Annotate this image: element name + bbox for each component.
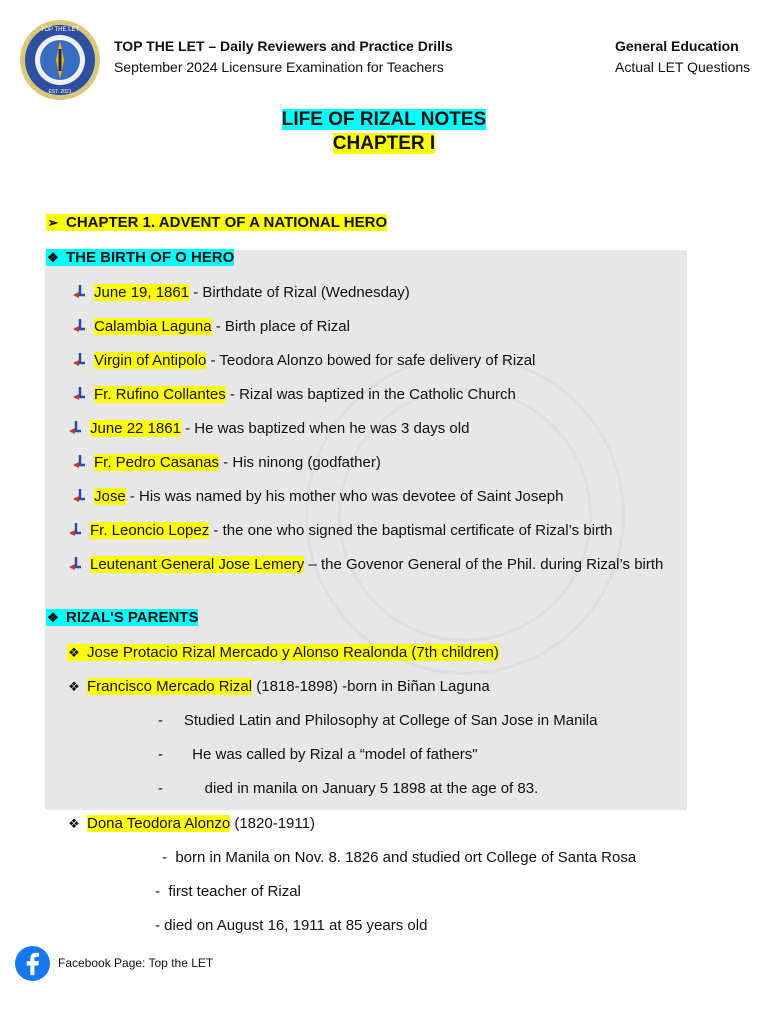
birth-item — [73, 453, 381, 473]
pointer-bullet-icon — [69, 523, 83, 537]
father-entry — [67, 677, 490, 697]
birth-term: Fr. Rufino Collantes — [94, 386, 226, 403]
mother-note: - first teacher of Rizal — [155, 883, 301, 900]
chapter-heading — [46, 213, 387, 233]
pointer-bullet-icon — [73, 319, 87, 333]
birth-desc: - He was baptized when he was 3 days old — [180, 420, 470, 437]
birth-item — [73, 351, 535, 371]
diamond-bullet-icon: ❖ — [47, 610, 59, 625]
birth-item — [73, 317, 350, 337]
mother-name: Dona Teodora Alonzo — [87, 815, 231, 832]
pointer-bullet-icon — [73, 387, 87, 401]
birth-heading-text: THE BIRTH OF O HERO — [66, 249, 235, 266]
father-note: - Studied Latin and Philosophy at College of San Jose in Manila — [158, 712, 598, 729]
birth-item — [73, 487, 563, 507]
birth-term: Virgin of Antipolo — [94, 352, 207, 369]
mother-detail: (1820-1911) — [230, 815, 315, 832]
mother-entry — [67, 814, 315, 834]
rizal-full-name-text: Jose Protacio Rizal Mercado y Alonso Realonda (7th children) — [87, 644, 499, 661]
header-right — [615, 38, 750, 76]
facebook-page-link[interactable]: Facebook Page: Top the LET — [58, 956, 214, 970]
diamond-bullet-icon: ❖ — [68, 816, 80, 831]
chapter-heading-text: CHAPTER 1. ADVENT OF A NATIONAL HERO — [66, 214, 388, 231]
birth-term: Leutenant General Jose Lemery — [90, 556, 305, 573]
facebook-icon[interactable] — [15, 946, 50, 981]
pointer-bullet-icon — [69, 557, 83, 571]
header-exam-title: September 2024 Licensure Examination for Teachers — [114, 59, 444, 75]
birth-desc: - Birth place of Rizal — [211, 318, 350, 335]
birth-term: June 22 1861 — [90, 420, 181, 437]
header-left — [114, 38, 453, 76]
diamond-bullet-icon: ❖ — [68, 679, 80, 694]
arrow-bullet-icon: ➢ — [47, 215, 59, 230]
diamond-bullet-icon: ❖ — [68, 645, 80, 660]
birth-item — [73, 385, 516, 405]
father-note: - He was called by Rizal a “model of fathers" — [158, 746, 478, 763]
title-line-2: CHAPTER I — [332, 133, 436, 154]
birth-desc: - Teodora Alonzo bowed for safe delivery of Rizal — [206, 352, 536, 369]
pointer-bullet-icon — [73, 455, 87, 469]
mother-note: - born in Manila on Nov. 8. 1826 and studied ort College of Santa Rosa — [162, 849, 637, 866]
birth-desc: - the one who signed the baptismal certificate of Rizal’s birth — [209, 522, 613, 539]
birth-item — [73, 283, 410, 303]
rizal-full-name — [67, 643, 499, 663]
pointer-bullet-icon — [69, 421, 83, 435]
mother-note: - died on August 16, 1911 at 85 years old — [155, 917, 428, 934]
header-series-title: TOP THE LET – Daily Reviewers and Practice Drills — [114, 38, 453, 54]
parents-section-heading — [46, 608, 198, 628]
top-the-let-logo — [19, 19, 101, 101]
birth-term: Calambia Laguna — [94, 318, 212, 335]
birth-item — [69, 419, 469, 439]
title-line-1: LIFE OF RIZAL NOTES — [281, 109, 487, 130]
birth-term: Fr. Leoncio Lopez — [90, 522, 210, 539]
father-name: Francisco Mercado Rizal — [87, 678, 253, 695]
header-question-type: Actual LET Questions — [615, 59, 751, 75]
pointer-bullet-icon — [73, 353, 87, 367]
diamond-bullet-icon: ❖ — [47, 250, 59, 265]
father-detail: (1818-1898) -born in Biñan Laguna — [252, 678, 490, 695]
birth-desc: - His ninong (godfather) — [219, 454, 381, 471]
birth-section-heading — [46, 248, 234, 268]
parents-heading-text: RIZAL'S PARENTS — [66, 609, 199, 626]
pointer-bullet-icon — [73, 489, 87, 503]
birth-item — [69, 555, 663, 575]
birth-desc: - Birthdate of Rizal (Wednesday) — [189, 284, 410, 301]
birth-desc: – the Govenor General of the Phil. during Rizal’s birth — [304, 556, 664, 573]
father-note: - died in manila on January 5 1898 at the age of 83. — [158, 780, 539, 797]
pointer-bullet-icon — [73, 285, 87, 299]
logo-est-text: EST. 2021 — [48, 89, 72, 95]
birth-term: Jose — [94, 488, 126, 505]
birth-desc: - Rizal was baptized in the Catholic Church — [225, 386, 516, 403]
document-title — [0, 108, 768, 156]
birth-item — [69, 521, 613, 541]
header-subject: General Education — [615, 38, 739, 54]
birth-term: Fr. Pedro Casanas — [94, 454, 220, 471]
birth-desc: - His was named by his mother who was devotee of Saint Joseph — [125, 488, 564, 505]
logo-ring-text: TOP THE LET — [40, 27, 80, 33]
birth-term: June 19, 1861 — [94, 284, 190, 301]
